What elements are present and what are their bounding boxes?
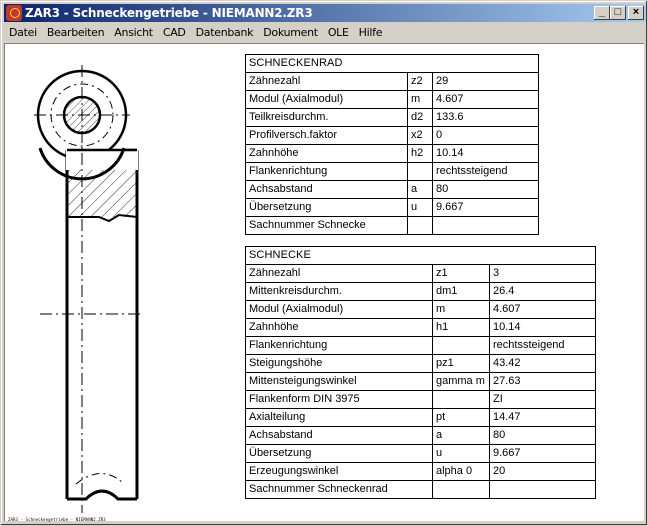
cell-label[interactable]: Teilkreisdurchm. xyxy=(246,109,408,127)
maximize-button[interactable]: □ xyxy=(610,6,626,20)
table-title: SCHNECKE xyxy=(246,247,596,265)
table-row xyxy=(246,265,596,283)
cell-label[interactable]: Übersetzung xyxy=(246,199,408,217)
menu-dokument[interactable]: Dokument xyxy=(263,26,318,39)
cell-label[interactable]: Zahnhöhe xyxy=(246,319,433,337)
cell-value[interactable]: 26.4 xyxy=(490,283,596,301)
menu-ansicht[interactable]: Ansicht xyxy=(114,26,153,39)
worm-section xyxy=(36,71,138,179)
document-view[interactable] xyxy=(4,43,644,521)
cell-symbol[interactable]: m xyxy=(433,301,490,319)
title-bar[interactable] xyxy=(4,4,646,22)
cell-label[interactable]: Axialteilung xyxy=(246,409,433,427)
cell-symbol[interactable] xyxy=(433,337,490,355)
table-row xyxy=(246,163,539,181)
cell-value[interactable]: 9.667 xyxy=(490,445,596,463)
cell-value[interactable]: 80 xyxy=(433,181,539,199)
cell-symbol[interactable]: u xyxy=(408,199,433,217)
table-row xyxy=(246,199,539,217)
cell-value[interactable]: 10.14 xyxy=(433,145,539,163)
cell-value[interactable]: 80 xyxy=(490,427,596,445)
cell-value[interactable]: 9.667 xyxy=(433,199,539,217)
cell-label[interactable]: Mittensteigungswinkel xyxy=(246,373,433,391)
cell-label[interactable]: Flankenrichtung xyxy=(246,163,408,181)
cell-label[interactable]: Mittenkreisdurchm. xyxy=(246,283,433,301)
table-row xyxy=(246,337,596,355)
table-row xyxy=(246,127,539,145)
cell-symbol[interactable]: d2 xyxy=(408,109,433,127)
menu-cad[interactable]: CAD xyxy=(162,26,186,39)
cell-symbol[interactable] xyxy=(433,481,490,499)
cell-symbol[interactable]: a xyxy=(433,427,490,445)
cell-value[interactable]: rechtssteigend xyxy=(433,163,539,181)
close-button[interactable]: × xyxy=(628,6,644,20)
cell-value[interactable] xyxy=(490,481,596,499)
table-row xyxy=(246,463,596,481)
cell-label[interactable]: Modul (Axialmodul) xyxy=(246,301,433,319)
menu-datenbank[interactable]: Datenbank xyxy=(195,26,254,39)
cell-label[interactable]: Flankenform DIN 3975 xyxy=(246,391,433,409)
cell-symbol[interactable]: gamma m xyxy=(433,373,490,391)
table-row xyxy=(246,427,596,445)
table-row xyxy=(246,301,596,319)
zar3-app-icon[interactable] xyxy=(6,5,22,21)
menu-hilfe[interactable]: Hilfe xyxy=(358,26,383,39)
schnecke-table xyxy=(245,246,596,499)
schneckenrad-table xyxy=(245,54,539,235)
table-row xyxy=(246,373,596,391)
window-title: ZAR3 - Schneckengetriebe - NIEMANN2.ZR3 xyxy=(25,6,313,20)
cell-label[interactable]: Zähnezahl xyxy=(246,265,433,283)
cell-value[interactable]: 29 xyxy=(433,73,539,91)
cell-label[interactable]: Flankenrichtung xyxy=(246,337,433,355)
table-row xyxy=(246,109,539,127)
table-row xyxy=(246,481,596,499)
cell-symbol[interactable] xyxy=(408,217,433,235)
table-row xyxy=(246,319,596,337)
table-row xyxy=(246,355,596,373)
cell-value[interactable]: 3 xyxy=(490,265,596,283)
table-row xyxy=(246,73,539,91)
cell-label[interactable]: Steigungshöhe xyxy=(246,355,433,373)
cell-value[interactable]: 14.47 xyxy=(490,409,596,427)
cell-label[interactable]: Zahnhöhe xyxy=(246,145,408,163)
cell-value[interactable]: ZI xyxy=(490,391,596,409)
cell-value[interactable]: 133.6 xyxy=(433,109,539,127)
cell-symbol[interactable]: pz1 xyxy=(433,355,490,373)
table-row xyxy=(246,181,539,199)
cell-symbol[interactable]: m xyxy=(408,91,433,109)
table-row xyxy=(246,445,596,463)
worm-wheel-section xyxy=(67,150,137,499)
footer-text: ZAR3 - Schneckengetriebe - NIEMANN2.ZR3 xyxy=(8,517,106,522)
table-row xyxy=(246,391,596,409)
cell-label[interactable]: Zähnezahl xyxy=(246,73,408,91)
cell-symbol[interactable]: x2 xyxy=(408,127,433,145)
cell-symbol[interactable]: h2 xyxy=(408,145,433,163)
table-row xyxy=(246,145,539,163)
cell-label[interactable]: Sachnummer Schnecke xyxy=(246,217,408,235)
cell-label[interactable]: Sachnummer Schneckenrad xyxy=(246,481,433,499)
cell-label[interactable]: Achsabstand xyxy=(246,427,433,445)
cell-value[interactable]: 4.607 xyxy=(433,91,539,109)
menu-bar xyxy=(4,23,646,42)
cell-symbol[interactable]: h1 xyxy=(433,319,490,337)
cell-value[interactable]: 10.14 xyxy=(490,319,596,337)
cell-value[interactable] xyxy=(433,217,539,235)
cell-value[interactable]: 27.63 xyxy=(490,373,596,391)
cell-value[interactable]: 0 xyxy=(433,127,539,145)
gear-drawing xyxy=(4,43,244,521)
table-title: SCHNECKENRAD xyxy=(246,55,539,73)
cell-label[interactable]: Achsabstand xyxy=(246,181,408,199)
table-row xyxy=(246,91,539,109)
menu-ole[interactable]: OLE xyxy=(327,26,349,39)
cell-label[interactable]: Modul (Axialmodul) xyxy=(246,91,408,109)
cell-symbol[interactable] xyxy=(433,391,490,409)
table-row xyxy=(246,409,596,427)
cell-symbol[interactable]: pt xyxy=(433,409,490,427)
cell-label[interactable]: Übersetzung xyxy=(246,445,433,463)
cell-symbol[interactable]: z1 xyxy=(433,265,490,283)
table-row xyxy=(246,217,539,235)
cell-symbol[interactable]: z2 xyxy=(408,73,433,91)
cell-value[interactable]: 4.607 xyxy=(490,301,596,319)
cell-label[interactable]: Erzeugungswinkel xyxy=(246,463,433,481)
menu-datei[interactable]: Datei xyxy=(9,26,37,39)
cell-symbol[interactable]: alpha 0 xyxy=(433,463,490,481)
cell-value[interactable]: 43.42 xyxy=(490,355,596,373)
menu-bearbeiten[interactable]: Bearbeiten xyxy=(46,26,105,39)
cell-value[interactable]: 20 xyxy=(490,463,596,481)
cell-symbol[interactable] xyxy=(408,163,433,181)
table-row xyxy=(246,283,596,301)
cell-symbol[interactable]: dm1 xyxy=(433,283,490,301)
minimize-button[interactable]: _ xyxy=(594,6,610,20)
cell-label[interactable]: Profilversch.faktor xyxy=(246,127,408,145)
cell-value[interactable]: rechtssteigend xyxy=(490,337,596,355)
cell-symbol[interactable]: a xyxy=(408,181,433,199)
cell-symbol[interactable]: u xyxy=(433,445,490,463)
